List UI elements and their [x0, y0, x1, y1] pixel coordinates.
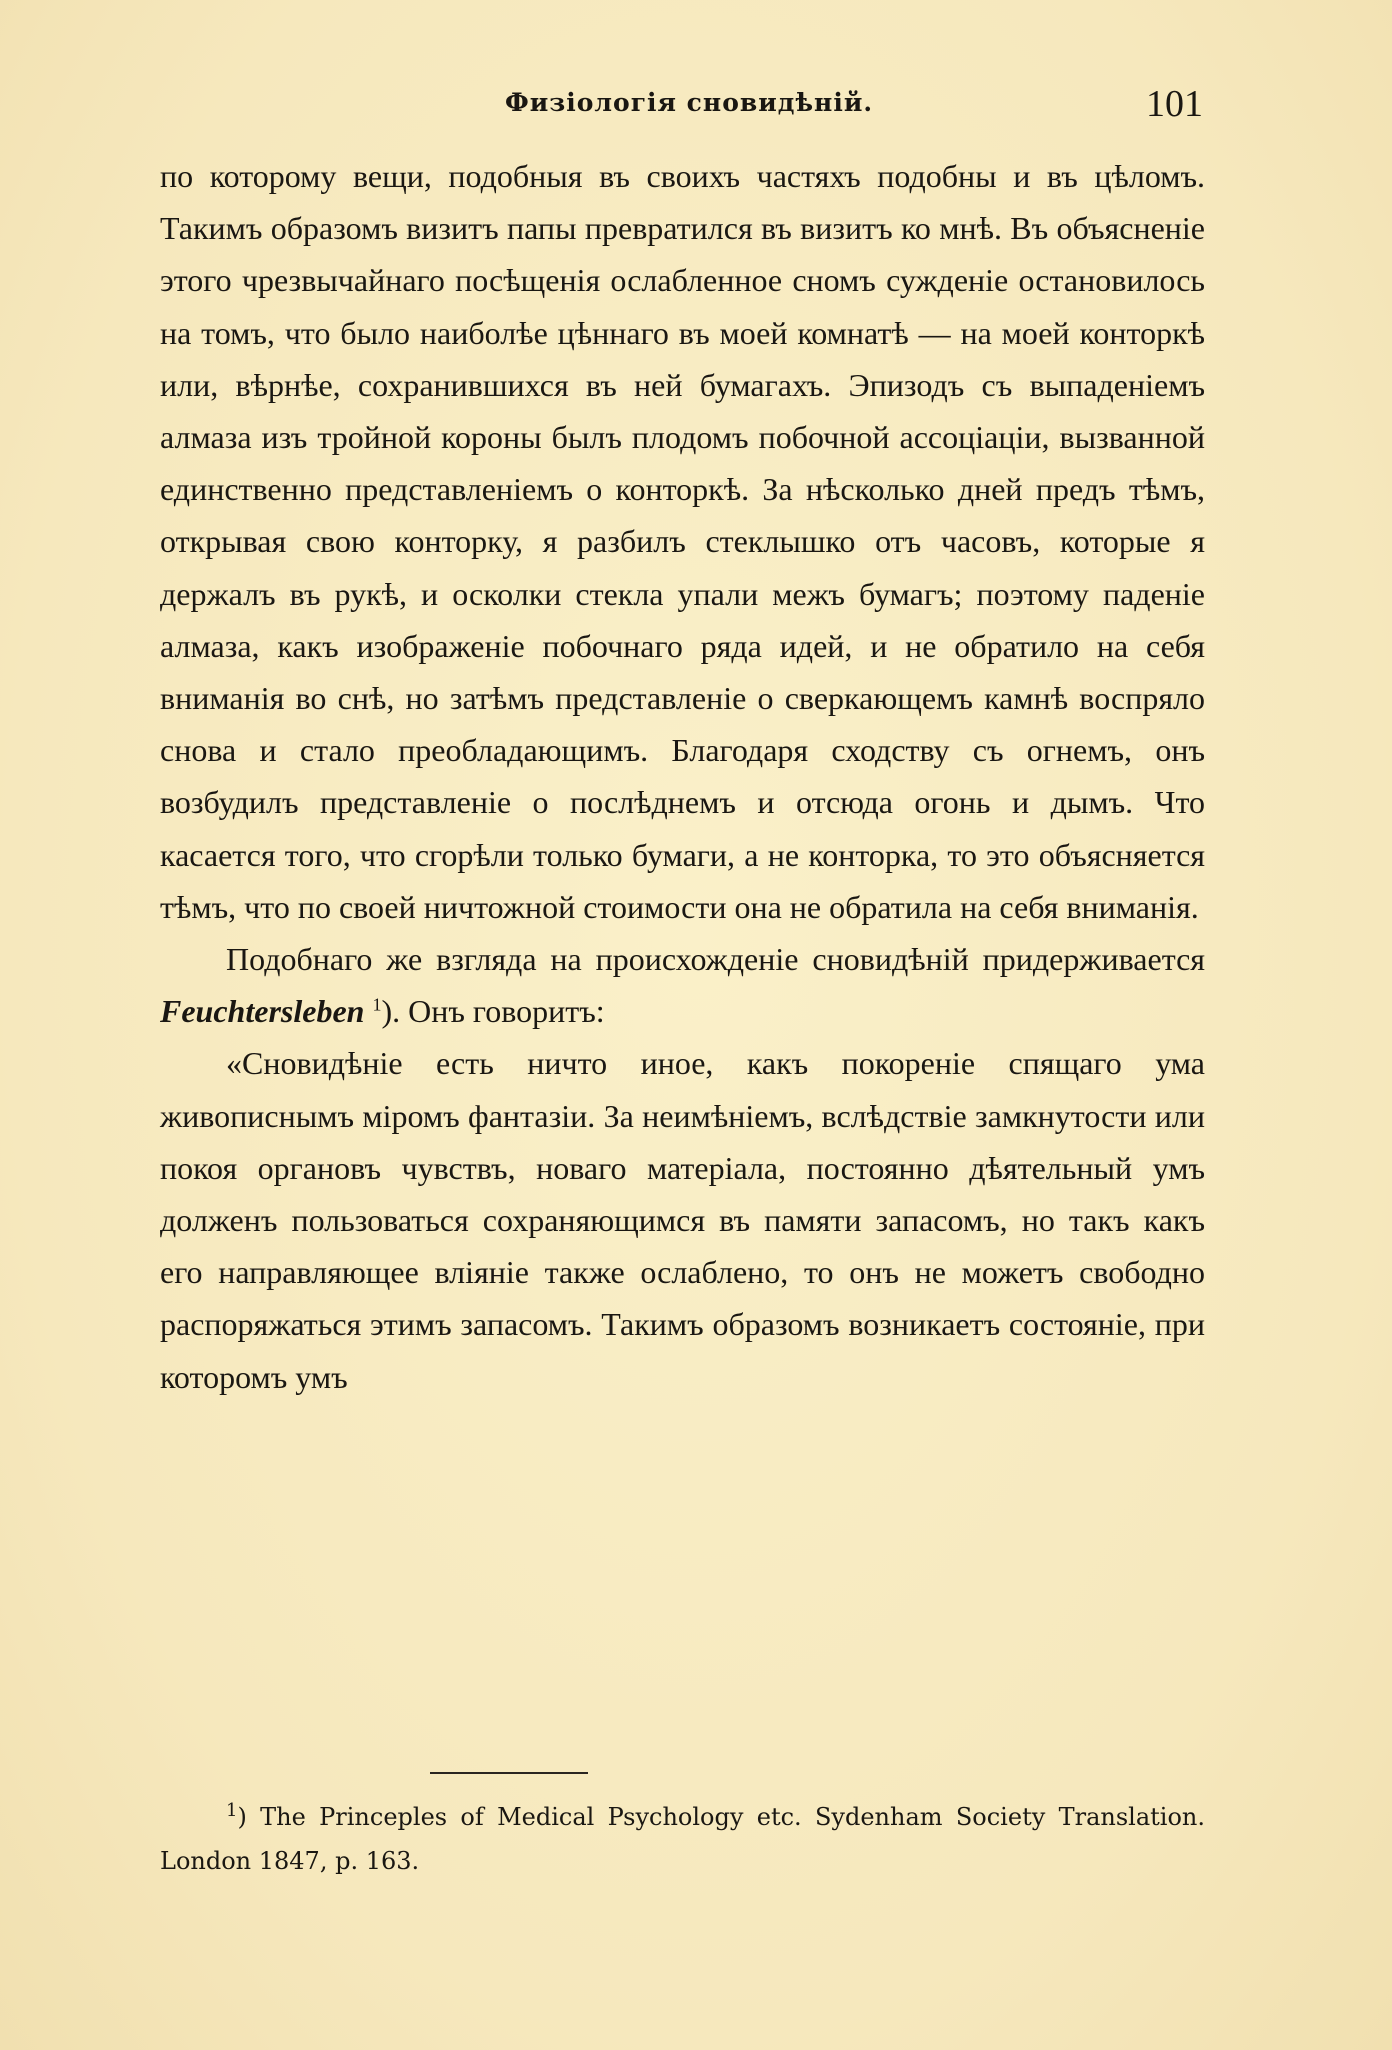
- author-name: Feuchtersleben: [160, 993, 365, 1030]
- body-text: [160, 150, 1205, 1403]
- running-title: Физіологія сновидѣній.: [505, 88, 874, 117]
- running-head: [160, 82, 1205, 132]
- paragraph-3: «Сновидѣніе есть ничто иное, какъ покореніе спящаго ума живописнымъ міромъ фантазіи. За неимѣніемъ, вслѣдствіе замкнутости или покоя органовъ чувствъ, новаго матеріала, постоянно дѣятельный умъ долженъ пользоваться сохраняющимся въ памяти запасомъ, но такъ какъ его направляющее вліяніе также ослаблено, то онъ не можетъ свободно распоряжаться этимъ запасомъ. Такимъ образомъ возникаетъ состояніе, при которомъ умъ: [160, 1045, 1205, 1395]
- footnote-text: ) The Princeples of Medical Psychology etc. Sydenham Society Translation. London 1847, p. 163.: [160, 1803, 1205, 1875]
- footnotes: [160, 1795, 1205, 1883]
- paragraph-2: [160, 933, 1205, 1037]
- footnote-divider: [430, 1772, 588, 1774]
- paragraph-1: по которому вещи, подобныя въ своихъ частяхъ подобны и въ цѣломъ. Такимъ образомъ визитъ папы превратился въ визитъ ко мнѣ. Въ объясненіе этого чрезвычайнаго посѣщенія ослабленное сномъ сужденіе остановилось на томъ, что было наиболѣе цѣннаго въ моей комнатѣ — на моей конторкѣ или, вѣрнѣе, сохранившихся въ ней бумагахъ. Эпизодъ съ выпаденіемъ алмаза изъ тройной короны былъ плодомъ побочной ассоціаціи, вызванной единственно представленіемъ о конторкѣ. За нѣсколько дней предъ тѣмъ, открывая свою конторку, я разбилъ стеклышко отъ часовъ, которые я держалъ въ рукѣ, и осколки стекла упали межъ бумагъ; поэтому паденіе алмаза, какъ изображеніе побочнаго ряда идей, и не обратило на себя вниманія во снѣ, но затѣмъ представленіе о сверкающемъ камнѣ воспряло снова и стало преобладающимъ. Благодаря сходству съ огнемъ, онъ возбудилъ представленіе о послѣднемъ и отсюда огонь и дымъ. Что касается того, что сгорѣли только бумаги, а не конторка, то это объясняется тѣмъ, что по своей ничтожной стоимости она не обратила на себя вниманія.: [160, 158, 1205, 925]
- footnote-ref: 1: [372, 994, 382, 1015]
- page-number: 101: [1146, 83, 1203, 125]
- footnote-1: [160, 1795, 1205, 1883]
- paragraph-2-lead: Подобнаго же взгляда на происхожденіе сновидѣній придерживается: [226, 941, 1205, 978]
- paragraph-2-tail: ). Онъ говоритъ:: [381, 993, 605, 1030]
- footnote-marker: 1: [226, 1800, 238, 1821]
